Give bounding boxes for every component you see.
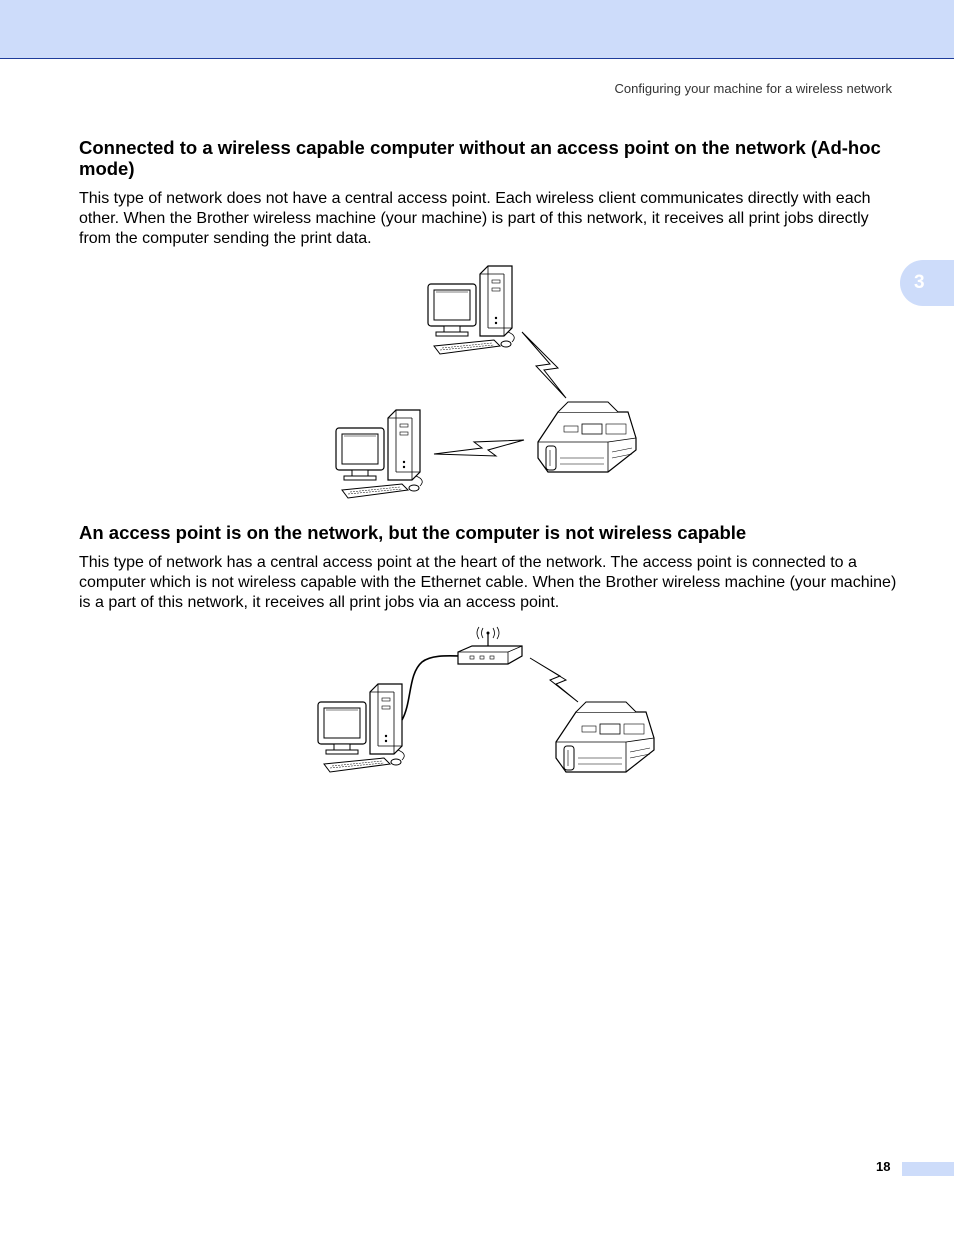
chapter-tab: 3 bbox=[900, 260, 954, 306]
footer-tab bbox=[902, 1162, 954, 1176]
section-body-access-point: This type of network has a central access point at the heart of the network. The access point is connected to a computer which is not wireless capable with the Ethernet cable. When the Brother wireless machine (your machine) is a part of this network, it receives all print jobs via an access point. bbox=[79, 554, 897, 611]
page-number: 18 bbox=[876, 1159, 891, 1174]
wireless-signal-icon bbox=[522, 332, 566, 398]
ethernet-cable bbox=[402, 656, 462, 720]
wireless-signal-icon bbox=[530, 658, 578, 702]
running-header: Configuring your machine for a wireless network bbox=[614, 81, 892, 96]
computer-bottom bbox=[336, 410, 422, 498]
access-point-icon bbox=[458, 627, 522, 664]
adhoc-network-diagram bbox=[330, 262, 640, 502]
section-heading-access-point: An access point is on the network, but the computer is not wireless capable bbox=[79, 522, 747, 543]
header-band bbox=[0, 0, 954, 59]
brother-machine bbox=[556, 702, 654, 772]
section-body-adhoc: This type of network does not have a central access point. Each wireless client communicates directly with each other. When the Brother wireless machine (your machine) is part of this network, it receives all print jobs directly from the computer sending the print data. bbox=[79, 190, 871, 247]
section-heading-adhoc: Connected to a wireless capable computer without an access point on the network (Ad-hoc mode) bbox=[79, 137, 881, 179]
wireless-signal-icon bbox=[434, 440, 524, 456]
wired-computer bbox=[318, 684, 404, 772]
access-point-network-diagram bbox=[312, 622, 662, 780]
brother-machine bbox=[538, 402, 636, 472]
computer-top bbox=[428, 266, 514, 354]
